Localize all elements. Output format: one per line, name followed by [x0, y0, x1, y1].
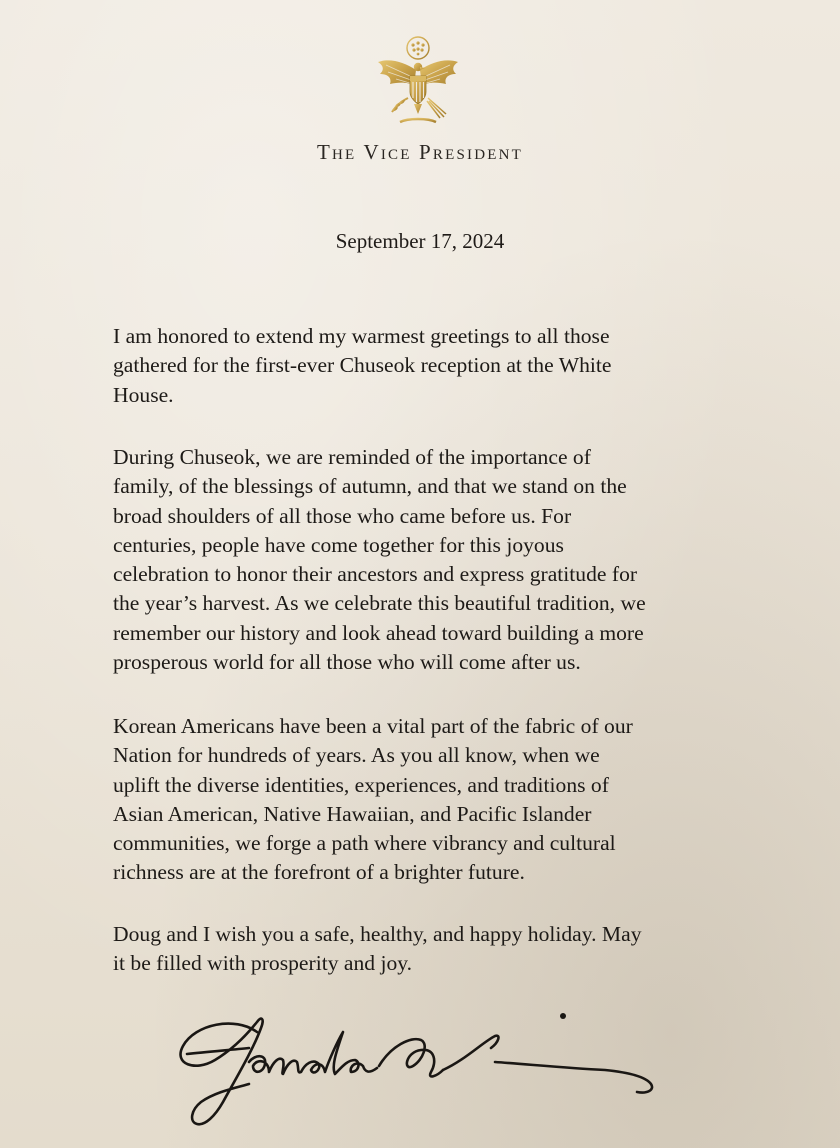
paragraph-closing: Doug and I wish you a safe, healthy, and happy holiday. May it be filled with prosperity and joy.	[113, 922, 642, 976]
handwritten-signature	[165, 1002, 675, 1138]
vice-presidential-seal-icon	[370, 32, 466, 132]
letterhead-title: The Vice President	[316, 140, 524, 164]
paragraph-korean-americans: Korean Americans have been a vital part of the fabric of our Nation for hundreds of years. As you all know, when we uplift the diverse identities, experiences, and traditions of Asian American, Native Hawaiian, and Pacific Islander communities, we forge a path where vibrancy and cultural richness are at the forefront of a brighter future.	[113, 714, 633, 885]
paragraph-greeting: I am honored to extend my warmest greetings to all those gathered for the first-ever Chuseok reception at the White House.	[113, 324, 612, 407]
paragraph-chuseok: During Chuseok, we are reminded of the importance of family, of the blessings of autumn, and that we stand on the broad shoulders of all those who came before us. For centuries, people have come together for this joyous celebration to honor their ancestors and express gratitude for the year’s harvest. As we celebrate this beautiful tradition, we remember our history and look ahead toward building a more prosperous world for all those who will come after us.	[113, 445, 646, 675]
letter-date: September 17, 2024	[335, 229, 505, 253]
